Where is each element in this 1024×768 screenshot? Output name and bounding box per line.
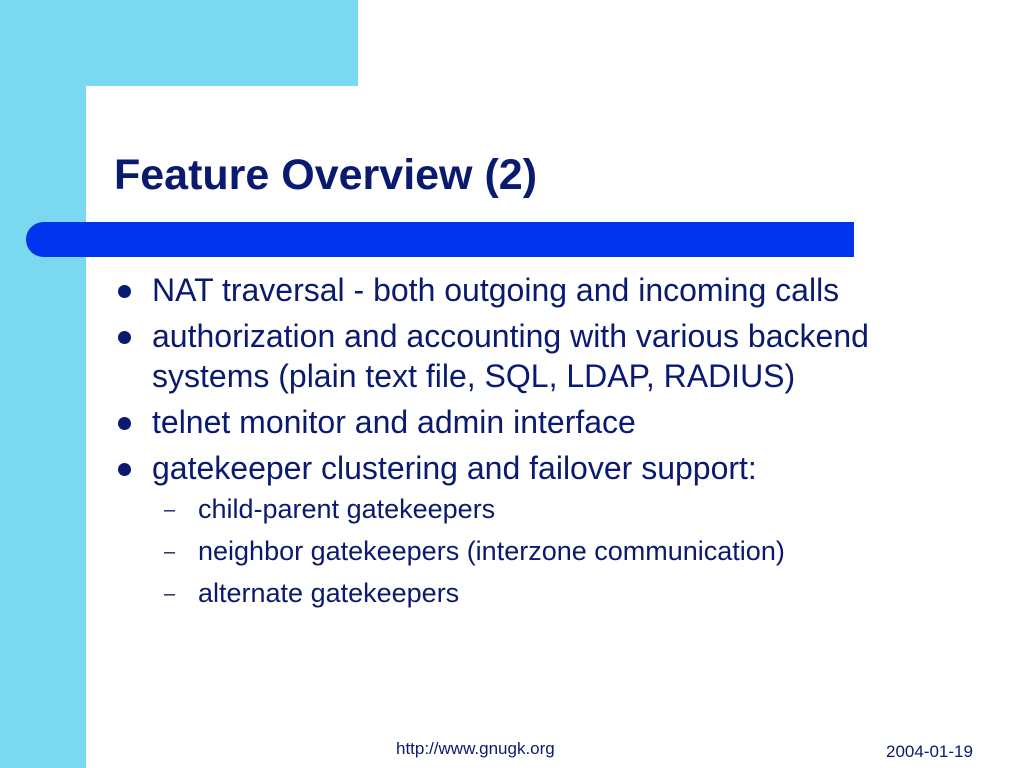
sub-bullet-text: neighbor gatekeepers (interzone communication) [198,536,785,566]
dash-bullet-icon: – [164,499,176,521]
footer-url: http://www.gnugk.org [396,739,555,758]
bullet-dot-icon [118,463,131,476]
slide-content [114,270,994,618]
decorative-cyan-left-band [0,0,86,768]
dash-bullet-icon: – [164,541,176,563]
sub-bullet-text: child-parent gatekeepers [198,494,496,524]
bullet-dot-icon [118,285,131,298]
bullet-dot-icon [118,331,131,344]
bullet-text: gatekeeper clustering and failover support: [152,450,757,486]
sub-bullet-list [152,492,994,610]
bullet-item [114,402,994,442]
sub-bullet-item [152,534,994,568]
sub-bullet-item [152,576,994,610]
sub-bullet-item [152,492,994,526]
bullet-text: authorization and accounting with various backend systems (plain text file, SQL, LDAP, RADIUS) [152,318,869,394]
bullet-list [114,270,994,610]
sub-bullet-text: alternate gatekeepers [198,578,460,608]
decorative-cyan-top-band [0,0,358,86]
footer-date: 2004-01-19 [886,742,973,761]
bullet-text: telnet monitor and admin interface [152,404,636,440]
bullet-dot-icon [118,417,131,430]
bullet-item [114,270,994,310]
bullet-item [114,316,994,396]
title-underline-bar [26,222,854,257]
slide-title: Feature Overview (2) [114,151,538,199]
dash-bullet-icon: – [164,583,176,605]
bullet-text: NAT traversal - both outgoing and incoming calls [152,272,840,308]
bullet-item [114,448,994,610]
